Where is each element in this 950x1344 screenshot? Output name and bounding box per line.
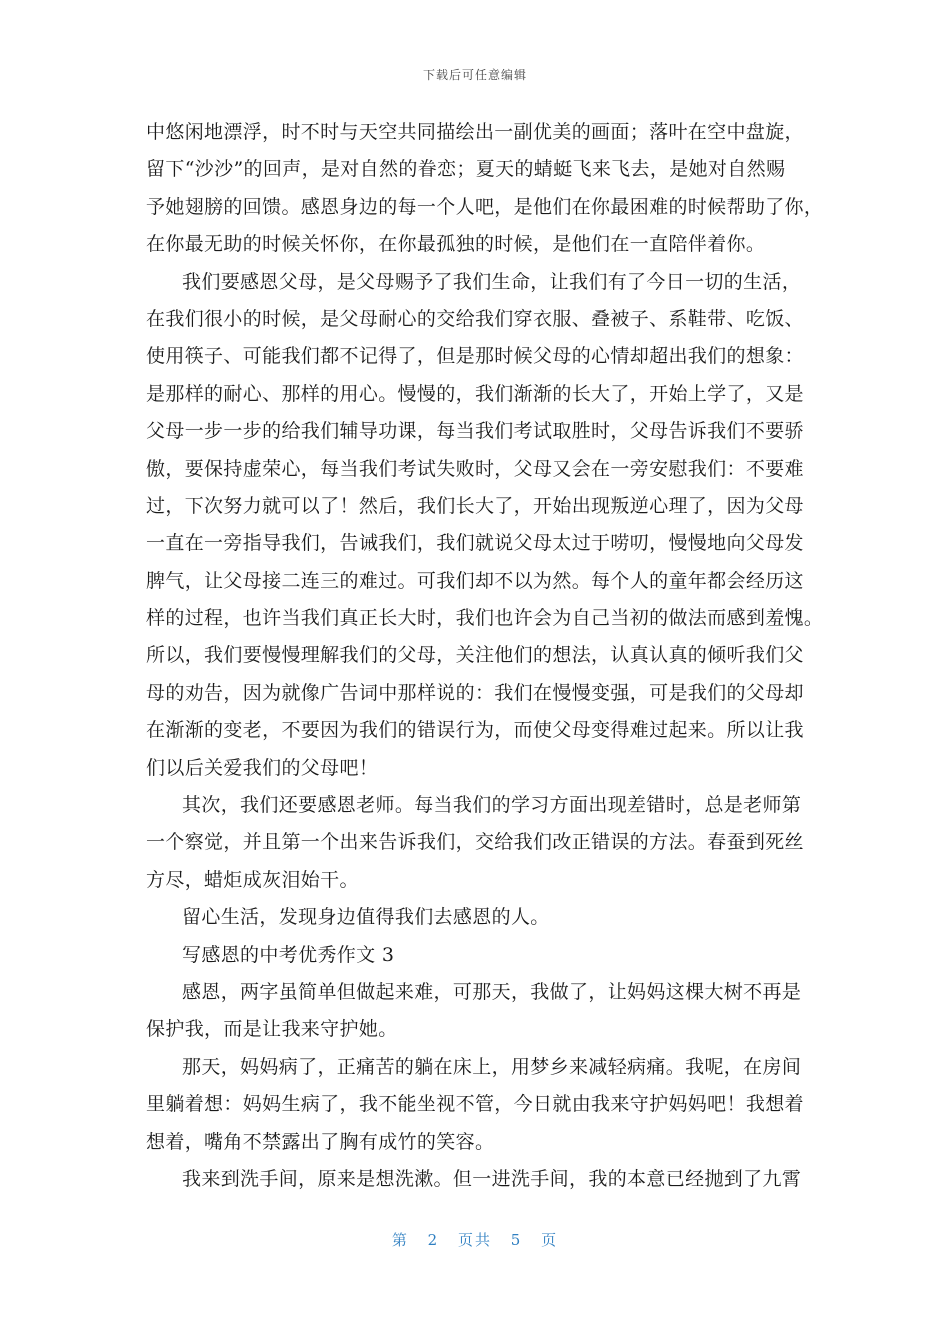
paragraph-start-line: 我们要感恩父母，是父母赐予了我们生命，让我们有了今日一切的生活， [182,270,802,293]
document-body [146,114,826,1198]
text-line: 在你最无助的时候关怀你，在你最孤独的时候，是他们在一直陪伴着你。 [146,233,766,256]
text-line: 过，下次努力就可以了！然后，我们长大了，开始出现叛逆心理了，因为父母 [146,494,804,517]
text-line: 想着，嘴角不禁露出了胸有成竹的笑容。 [146,1130,495,1153]
text-line: 留下“沙沙”的回声，是对自然的眷恋；夏天的蜻蜓飞来飞去，是她对自然赐 [146,158,786,181]
paragraph-start-line: 那天，妈妈病了，正痛苦的躺在床上，用梦乡来减轻病痛。我呢，在房间 [182,1055,802,1078]
text-line: 方尽，蜡炬成灰泪始干。 [146,868,359,891]
text-line: 予她翅膀的回馈。感恩身边的每一个人吧，是他们在你最困难的时候帮助了你， [146,195,824,218]
text-line: 母的劝告，因为就像广告词中那样说的：我们在慢慢变强，可是我们的父母却 [146,681,804,704]
text-line: 傲，要保持虚荣心，每当我们考试失败时，父母又会在一旁安慰我们：不要难 [146,457,804,480]
section-heading: 写感恩的中考优秀作文 3 [182,943,395,966]
text-line: 脾气，让父母接二连三的难过。可我们却不以为然。每个人的童年都会经历这 [146,569,804,592]
text-line: 一个察觉，并且第一个出来告诉我们，交给我们改正错误的方法。春蚕到死丝 [146,831,804,854]
paragraph-start-line: 感恩，两字虽简单但做起来难，可那天，我做了，让妈妈这棵大树不再是 [182,980,802,1003]
text-line: 保护我，而是让我来守护她。 [146,1018,398,1041]
text-line: 里躺着想：妈妈生病了，我不能坐视不管，今日就由我来守护妈妈吧！我想着 [146,1093,804,1116]
paragraph-start-line: 我来到洗手间，原来是想洗漱。但一进洗手间，我的本意已经抛到了九霄 [182,1167,802,1190]
text-line: 一直在一旁指导我们，告诫我们，我们就说父母太过于唠叨，慢慢地向父母发 [146,532,804,555]
page-header: 下载后可任意编辑 [422,68,527,82]
paragraph-start-line: 留心生活，发现身边值得我们去感恩的人。 [182,906,550,929]
text-line: 所以，我们要慢慢理解我们的父母，关注他们的想法，认真认真的倾听我们父 [146,644,804,667]
text-line: 中悠闲地漂浮，时不时与天空共同描绘出一副优美的画面；落叶在空中盘旋， [146,121,804,143]
text-line: 父母一步一步的给我们辅导功课，每当我们考试取胜时，父母告诉我们不要骄 [146,420,804,443]
text-line: 在渐渐的变老，不要因为我们的错误行为，而使父母变得难过起来。所以让我 [146,719,804,742]
page-number-footer: 第 2 页共 5 页 [391,1231,559,1249]
text-line: 使用筷子、可能我们都不记得了，但是那时候父母的心情却超出我们的想象： [146,345,804,368]
paragraph-start-line: 其次，我们还要感恩老师。每当我们的学习方面出现差错时，总是老师第 [182,794,802,817]
text-line: 样的过程，也许当我们真正长大时，我们也许会为自己当初的做法而感到羞愧。 [146,607,824,630]
text-line: 在我们很小的时候，是父母耐心的交给我们穿衣服、叠被子、系鞋带、吃饭、 [146,307,804,330]
text-line: 是那样的耐心、那样的用心。慢慢的，我们渐渐的长大了，开始上学了，又是 [146,382,804,405]
text-line: 们以后关爱我们的父母吧！ [146,756,379,779]
